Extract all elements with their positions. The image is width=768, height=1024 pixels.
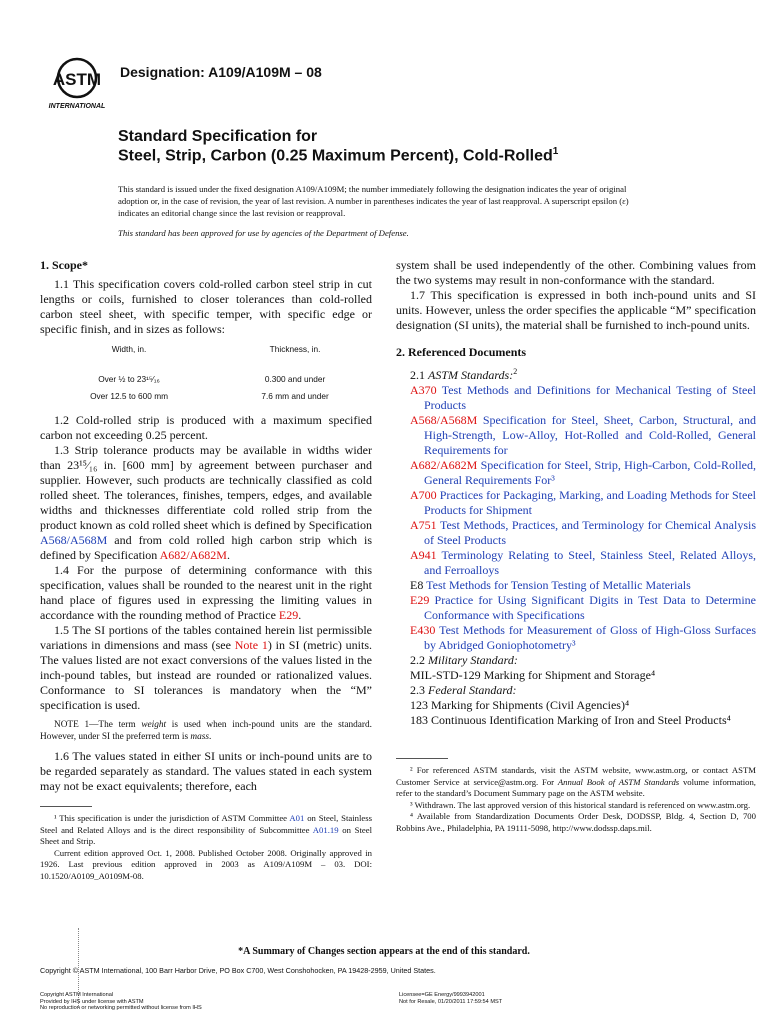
licensee-block: [399, 992, 502, 1005]
reference-item: [410, 548, 756, 578]
summary-notice: *A Summary of Changes section appears at the end of this standard.: [238, 946, 530, 957]
reference-item: [410, 458, 756, 488]
link-a568[interactable]: A568/A568M: [40, 533, 108, 547]
reference-title[interactable]: Practice for Using Significant Digits in Test Data to Determine Conformance with Specifications: [424, 593, 756, 622]
para-1-6-cont: system shall be used independently of the other. Combining values from the two systems may result in non-conformance with the standard.: [396, 258, 756, 287]
link-a01[interactable]: A01: [289, 813, 305, 823]
footnote-3: ³ Withdrawn. The last approved version of this historical standard is referenced on www.astm.org.: [410, 799, 751, 810]
reference-item: [410, 488, 756, 518]
table-header-width: Width, in.: [111, 344, 147, 354]
link-a01-19[interactable]: A01.19: [312, 824, 339, 835]
reference-title[interactable]: Practices for Packaging, Marking, and Loading Methods for Steel Products for Shipment: [424, 488, 756, 517]
fn-text: on Steel, Stainless Steel and Related Alloys and is the direct responsibility of Subcommittee: [40, 813, 372, 835]
mil-std-item: MIL-STD-129 Marking for Shipment and Storage⁴: [410, 668, 656, 682]
para-1-1: 1.1 This specification covers cold-rolled carbon steel strip in cut lengths or coils, furnished to closer tolerances than cold-rolled carbon steel sheet, with specific temper, with specific edge or specific finish, and in sizes as follows:: [40, 277, 372, 336]
footnote-divider: [40, 806, 92, 807]
para-1-2: 1.2 Cold-rolled strip is produced with a maximum specified carbon not exceeding 0.25 percent.: [40, 413, 372, 442]
table-cell: 0.300 and under: [264, 374, 326, 384]
footnote-1-edition: Current edition approved Oct. 1, 2008. Published October 2008. Originally approved in 1926. Last previous edition approved in 2003 as A109/A109M – 03. DOI: 10.1520/A0109_A0109M-08.: [40, 847, 372, 881]
fn-text: on Steel Sheet and Strip.: [40, 824, 373, 846]
table-row: [40, 371, 372, 388]
reference-item: [410, 578, 756, 593]
label-italic: Federal Standard:: [428, 683, 517, 697]
astm-logo: [44, 56, 110, 112]
reference-code-link[interactable]: A941: [410, 548, 437, 562]
provider-block: [40, 992, 202, 1012]
label-sup: 2: [513, 367, 518, 376]
para-1-7: 1.7 This specification is expressed in both inch-pound units and SI units. However, unless the order specifies the applicable “M” specification designation (SI units), the material shall be furnished to inch-pound units.: [396, 288, 756, 332]
designation: Designation: A109/A109M – 08: [120, 64, 322, 80]
footnote-4: ⁴ Available from Standardization Documents Order Desk, DODSSP, Bldg. 4, Section D, 700 Robbins Ave., Philadelphia, PA 19111-5098, http://www.dodssp.daps.mil.: [396, 811, 756, 833]
fed-std-item-1: 123 Marking for Shipments (Civil Agencies)⁴: [410, 698, 630, 712]
reference-item: [410, 383, 756, 413]
note-text: NOTE 1—The term: [54, 720, 142, 730]
label-text: 2.1: [410, 368, 428, 382]
note-italic: weight: [141, 720, 167, 730]
fn-text: ¹ This specification is under the jurisdiction of ASTM Committee: [54, 813, 290, 823]
label-text: 2.3: [410, 683, 428, 697]
svg-text:INTERNATIONAL: INTERNATIONAL: [48, 103, 106, 110]
reference-title[interactable]: Specification for Steel, Strip, High-Carbon, Cold-Rolled, General Requirements For³: [424, 458, 756, 487]
fn-text: volume information, refer to the standard’s Document Summary page on the ASTM website.: [396, 776, 756, 798]
note-text: is used when inch-pound units are the standard. However, under SI the preferred term is: [40, 720, 372, 742]
para-text: 1.3 Strip tolerance products may be available in widths wider than 23¹⁵⁄₁₆ in. [600 mm] by agreement between purchaser and supplier. However, such products are technically classified as cold rolled sheet. The tolerances, finishes, tempers, edges, and available widths and thicknesses differentiate cold rolled strip from the product known as cold rolled sheet which is defined by Specification: [40, 443, 372, 532]
table-header-thickness: Thickness, in.: [269, 344, 321, 354]
note-1: [40, 719, 372, 743]
para-1-4: [40, 563, 372, 623]
reference-title[interactable]: Test Methods, Practices, and Terminology for Chemical Analysis of Steel Products: [424, 518, 756, 547]
reference-list: [396, 383, 756, 653]
astm-standards-label: [396, 364, 756, 383]
reference-item: [410, 623, 756, 653]
provider-line-1: Copyright ASTM International: [40, 992, 114, 998]
reference-code-link[interactable]: A751: [410, 518, 437, 532]
reference-title[interactable]: Terminology Relating to Steel, Stainless Steel, Related Alloys, and Ferroalloys: [424, 548, 756, 577]
table-cell: 7.6 mm and under: [261, 391, 329, 401]
licensee-line-1: Licensee=GE Energy/9993942001: [399, 992, 485, 998]
label-italic: Military Standard:: [428, 653, 518, 667]
reference-code-link[interactable]: E430: [410, 623, 436, 637]
reference-title[interactable]: Test Methods and Definitions for Mechanical Testing of Steel Products: [424, 383, 756, 412]
para-text: 1.5 The SI portions of the tables contained herein list permissible variations in dimensions and mass (see: [40, 623, 372, 652]
para-text: .: [226, 548, 230, 562]
note-italic: mass: [190, 732, 209, 742]
title-text: Steel, Strip, Carbon (0.25 Maximum Percent), Cold-Rolled: [118, 147, 553, 165]
copyright-line: Copyright © ASTM International, 100 Barr Harbor Drive, PO Box C700, West Conshohocken, PA 19428-2959, United States.: [40, 966, 436, 975]
title-line-1: Standard Specification for: [118, 128, 318, 145]
astm-logo-mark: [44, 56, 110, 112]
label-italic: ASTM Standards:: [428, 368, 514, 382]
reference-code-link[interactable]: A370: [410, 383, 437, 397]
para-text: 1.4 For the purpose of determining conformance with this specification, values shall be rounded to the nearest unit in the right hand place of figures used in expressing the limiting values in accordance with the rounding method of Practice: [40, 563, 372, 622]
fn-text: ² For referenced ASTM standards, visit the ASTM website, www.astm.org, or contact ASTM Customer Service at service@astm.org. For: [396, 765, 756, 787]
link-a682[interactable]: A682/A682M: [159, 548, 227, 562]
footnote-1: [40, 813, 372, 848]
reference-item: [410, 413, 756, 458]
table-row: [40, 388, 372, 405]
licensee-line-2: Not for Resale, 01/20/2011 17:59:54 MST: [399, 998, 503, 1005]
table-cell: Over 12.5 to 600 mm: [90, 391, 169, 401]
title-footnote-marker: 1: [552, 146, 559, 157]
fn-italic: Annual Book of ASTM Standards: [557, 776, 680, 787]
para-text: ) in SI (metric) units. The values listed are not exact conversions of the values listed in the inch-pound tables, but instead are rounded or rationalized values. Conformance to SI tolerances is mandatory when the “M” specification is used.: [40, 638, 373, 712]
reference-title[interactable]: Test Methods for Tension Testing of Metallic Materials: [423, 578, 691, 592]
para-1-6: 1.6 The values stated in either SI units or inch-pound units are to be regarded separately as standard. The values stated in each system may not be exact equivalents; therefore, each: [40, 749, 372, 793]
reference-code-link[interactable]: A700: [410, 488, 437, 502]
link-note-1[interactable]: Note 1: [234, 638, 268, 652]
para-text: .: [298, 608, 302, 622]
reference-title[interactable]: Test Methods for Measurement of Gloss of High-Gloss Surfaces by Abridged Goniophotometry³: [424, 623, 756, 652]
scope-heading: 1. Scope*: [40, 258, 88, 272]
military-label: [396, 653, 756, 668]
para-text: and from cold rolled high carbon strip which is defined by Specification: [40, 533, 372, 562]
para-1-3: [40, 443, 372, 563]
provider-line-2: Provided by IHS under license with ASTM: [40, 998, 144, 1005]
reference-item: [410, 518, 756, 548]
reference-code-link[interactable]: A568/A568M: [410, 413, 478, 427]
reference-code-link[interactable]: A682/A682M: [410, 458, 478, 472]
reference-code-link[interactable]: E8: [410, 578, 424, 592]
link-e29[interactable]: E29: [278, 608, 299, 622]
sizes-table: [40, 341, 372, 405]
para-1-5: [40, 623, 372, 713]
table-cell: Over ½ to 23¹⁵⁄₁₆: [98, 374, 160, 384]
left-column: [40, 258, 372, 882]
fed-std-item-2: 183 Continuous Identification Marking of Iron and Steel Products⁴: [410, 713, 731, 727]
footnote-2: [396, 765, 756, 800]
reference-code-link[interactable]: E29: [410, 593, 430, 607]
footnote-divider-right: [396, 758, 448, 759]
federal-label: [396, 683, 756, 698]
refs-heading: 2. Referenced Documents: [396, 345, 527, 359]
title-line-2: [118, 146, 558, 165]
provider-line-3: No reproduction or networking permitted without license from IHS: [40, 1005, 202, 1012]
reference-item: [410, 593, 756, 623]
note-text: .: [209, 732, 212, 742]
dod-approval: This standard has been approved for use by agencies of the Department of Defense.: [118, 228, 409, 238]
label-text: 2.2: [410, 653, 428, 667]
intro-text: This standard is issued under the fixed designation A109/A109M; the number immediately following the designation indicates the year of original adoption or, in the case of revision, the year of last revision. A number in parentheses indicates the year of last reapproval. A superscript epsilon (ε) indicates an editorial change since the last revision or reapproval.: [118, 184, 629, 218]
svg-text:ASTM: ASTM: [52, 70, 102, 89]
right-column: [396, 258, 756, 834]
reference-title[interactable]: Specification for Steel, Sheet, Carbon, Structural, and High-Strength, Low-Alloy, Hot-Rolled and Cold-Rolled, General Requirements for: [424, 413, 756, 457]
